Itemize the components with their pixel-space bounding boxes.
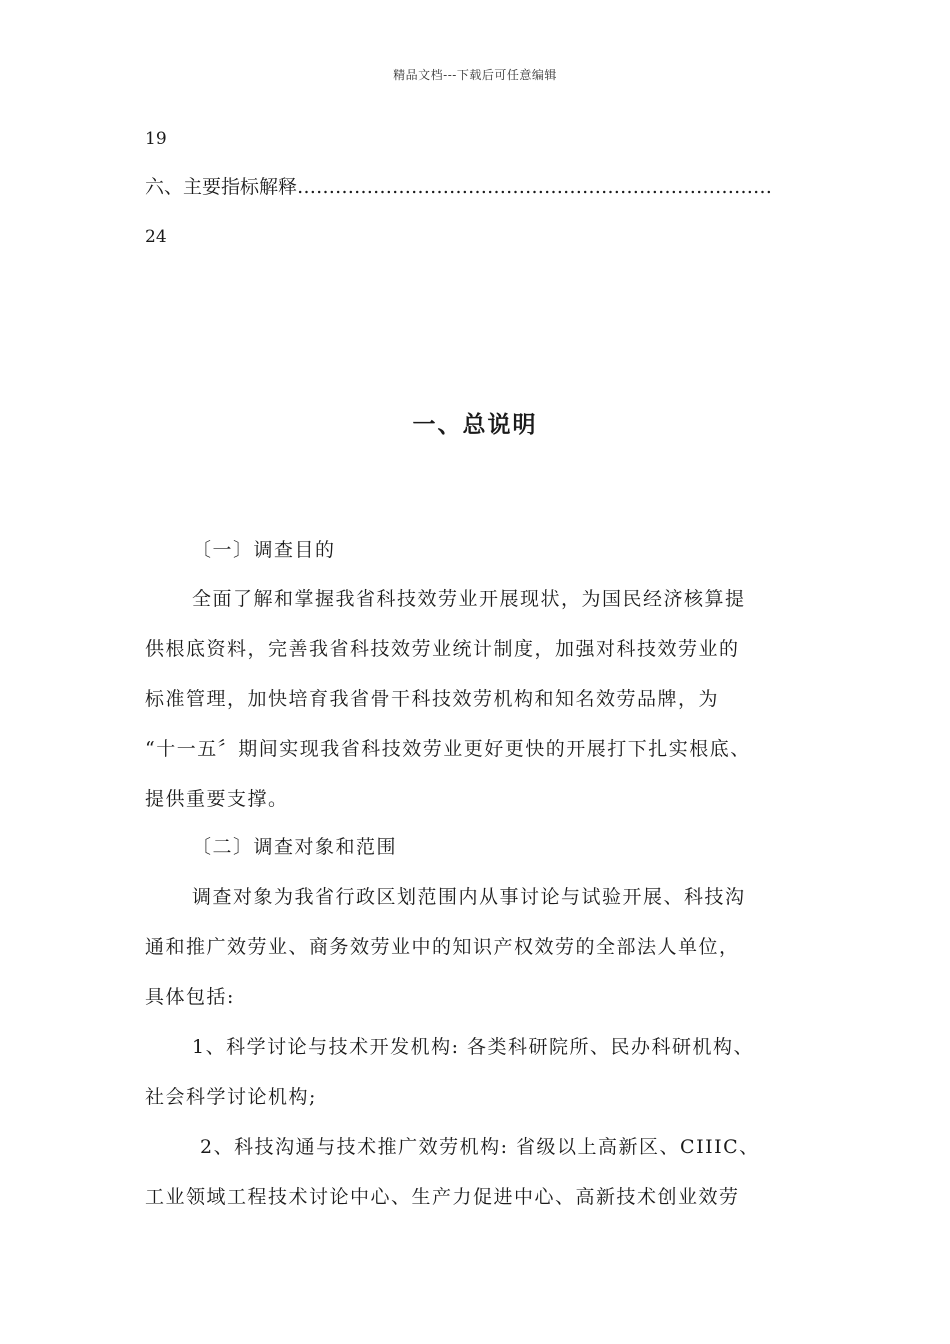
paragraph-line: 通和推广效劳业、商务效劳业中的知识产权效劳的全部法人单位， <box>145 936 740 958</box>
toc-entry-label: 六、主要指标解释 <box>145 176 298 198</box>
toc-entry <box>145 174 810 200</box>
toc-prev-page-number: 19 <box>145 129 167 149</box>
section-title: 一、总说明 <box>412 412 538 438</box>
paragraph-line: 全面了解和掌握我省科技效劳业开展现状，为国民经济核算提 <box>192 588 746 610</box>
paragraph-line: 调查对象为我省行政区划范围内从事讨论与试验开展、科技沟 <box>192 886 746 908</box>
subsection-heading-purpose: 〔一〕调查目的 <box>192 539 336 561</box>
toc-entry-page-number: 24 <box>145 227 167 247</box>
paragraph-line: 1、科学讨论与技术开发机构: 各类科研院所、民办科研机构、 <box>192 1036 755 1058</box>
paragraph-line: 供根底资料，完善我省科技效劳业统计制度，加强对科技效劳业的 <box>145 638 740 660</box>
paragraph-line: 工业领域工程技术讨论中心、生产力促进中心、高新技术创业效劳 <box>145 1186 740 1208</box>
paragraph-line: 社会科学讨论机构; <box>145 1086 317 1108</box>
subsection-heading-scope: 〔二〕调查对象和范围 <box>192 836 398 858</box>
paragraph-line: 标准管理，加快培育我省骨干科技效劳机构和知名效劳品牌，为 <box>145 688 720 710</box>
page-header: 精品文档---下载后可任意编辑 <box>393 68 557 82</box>
toc-entry-dots: ………………………………………………………………… <box>297 176 773 198</box>
paragraph-line: 提供重要支撑。 <box>145 788 289 810</box>
paragraph-line: 具体包括: <box>145 986 235 1008</box>
paragraph-line: “十一五〞期间实现我省科技效劳业更好更快的开展打下扎实根底、 <box>145 738 751 760</box>
paragraph-line: 2、科技沟通与技术推广效劳机构: 省级以上高新区、CIIIC、 <box>200 1136 760 1158</box>
